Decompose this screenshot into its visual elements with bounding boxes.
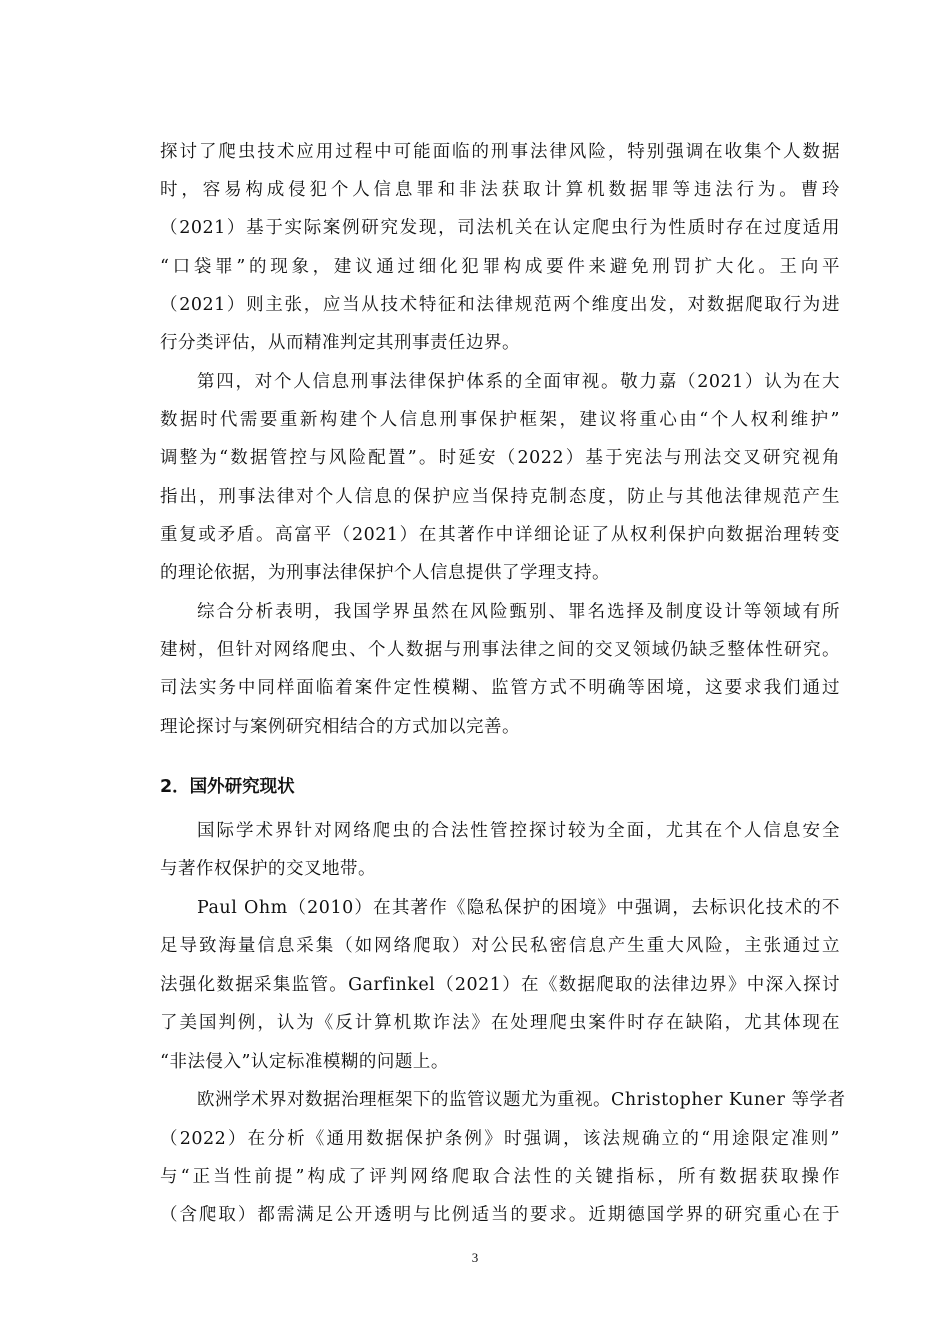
body-text-line: “口袋罪”的现象，建议通过细化犯罪构成要件来避免刑罚扩大化。王向平	[160, 257, 840, 277]
body-text-line: 调整为“数据管控与风险配置”。时延安（2022）基于宪法与刑法交叉研究视角	[160, 448, 840, 468]
body-text-line: 足导致海量信息采集（如网络爬取）对公民私密信息产生重大风险，主张通过立	[160, 936, 840, 956]
body-text-line: 重复或矛盾。高富平（2021）在其著作中详细论证了从权利保护向数据治理转变	[160, 525, 840, 545]
body-text-line: （2022）在分析《通用数据保护条例》时强调，该法规确立的“用途限定准则”	[160, 1129, 840, 1149]
body-text-line: （2021）则主张，应当从技术特征和法律规范两个维度出发，对数据爬取行为进	[160, 295, 840, 315]
body-text-line: 建树，但针对网络爬虫、个人数据与刑事法律之间的交叉领域仍缺乏整体性研究。	[160, 640, 840, 660]
body-text-line: （含爬取）都需满足公开透明与比例适当的要求。近期德国学界的研究重心在于	[160, 1205, 840, 1225]
body-text-line: Paul Ohm（2010）在其著作《隐私保护的困境》中强调，去标识化技术的不	[197, 898, 840, 918]
body-text-line: “非法侵入”认定标准模糊的问题上。	[160, 1052, 449, 1072]
body-text-line: 欧洲学术界对数据治理框架下的监管议题尤为重视。Christopher Kuner 等学者	[197, 1090, 846, 1110]
body-text-line: 理论探讨与案例研究相结合的方式加以完善。	[160, 717, 520, 737]
body-text-line: （2021）基于实际案例研究发现，司法机关在认定爬虫行为性质时存在过度适用	[160, 218, 840, 238]
page-number: 3	[471, 1250, 479, 1265]
body-text-line: 了美国判例，认为《反计算机欺诈法》在处理爬虫案件时存在缺陷，尤其体现在	[160, 1013, 840, 1033]
body-text-line: 时，容易构成侵犯个人信息罪和非法获取计算机数据罪等违法行为。曹玲	[160, 180, 840, 200]
body-text-line: 行分类评估，从而精准判定其刑事责任边界。	[160, 333, 520, 353]
section-heading: 2．国外研究现状	[160, 777, 295, 797]
body-text-line: 法强化数据采集监管。Garfinkel（2021）在《数据爬取的法律边界》中深入探讨	[160, 975, 840, 995]
body-text-line: 探讨了爬虫技术应用过程中可能面临的刑事法律风险，特别强调在收集个人数据	[160, 142, 840, 162]
body-text-line: 与著作权保护的交叉地带。	[160, 859, 376, 879]
body-text-line: 与“正当性前提”构成了评判网络爬取合法性的关键指标，所有数据获取操作	[160, 1167, 840, 1187]
body-text-line: 数据时代需要重新构建个人信息刑事保护框架，建议将重心由“个人权利维护”	[160, 410, 840, 430]
body-text-line: 国际学术界针对网络爬虫的合法性管控探讨较为全面，尤其在个人信息安全	[197, 821, 840, 841]
body-text-line: 指出，刑事法律对个人信息的保护应当保持克制态度，防止与其他法律规范产生	[160, 487, 840, 507]
body-text-line: 的理论依据，为刑事法律保护个人信息提供了学理支持。	[160, 563, 610, 583]
body-text-line: 第四，对个人信息刑事法律保护体系的全面审视。敬力嘉（2021）认为在大	[197, 372, 840, 392]
body-text-line: 司法实务中同样面临着案件定性模糊、监管方式不明确等困境，这要求我们通过	[160, 678, 840, 698]
body-text-line: 综合分析表明，我国学界虽然在风险甄别、罪名选择及制度设计等领域有所	[197, 602, 840, 622]
